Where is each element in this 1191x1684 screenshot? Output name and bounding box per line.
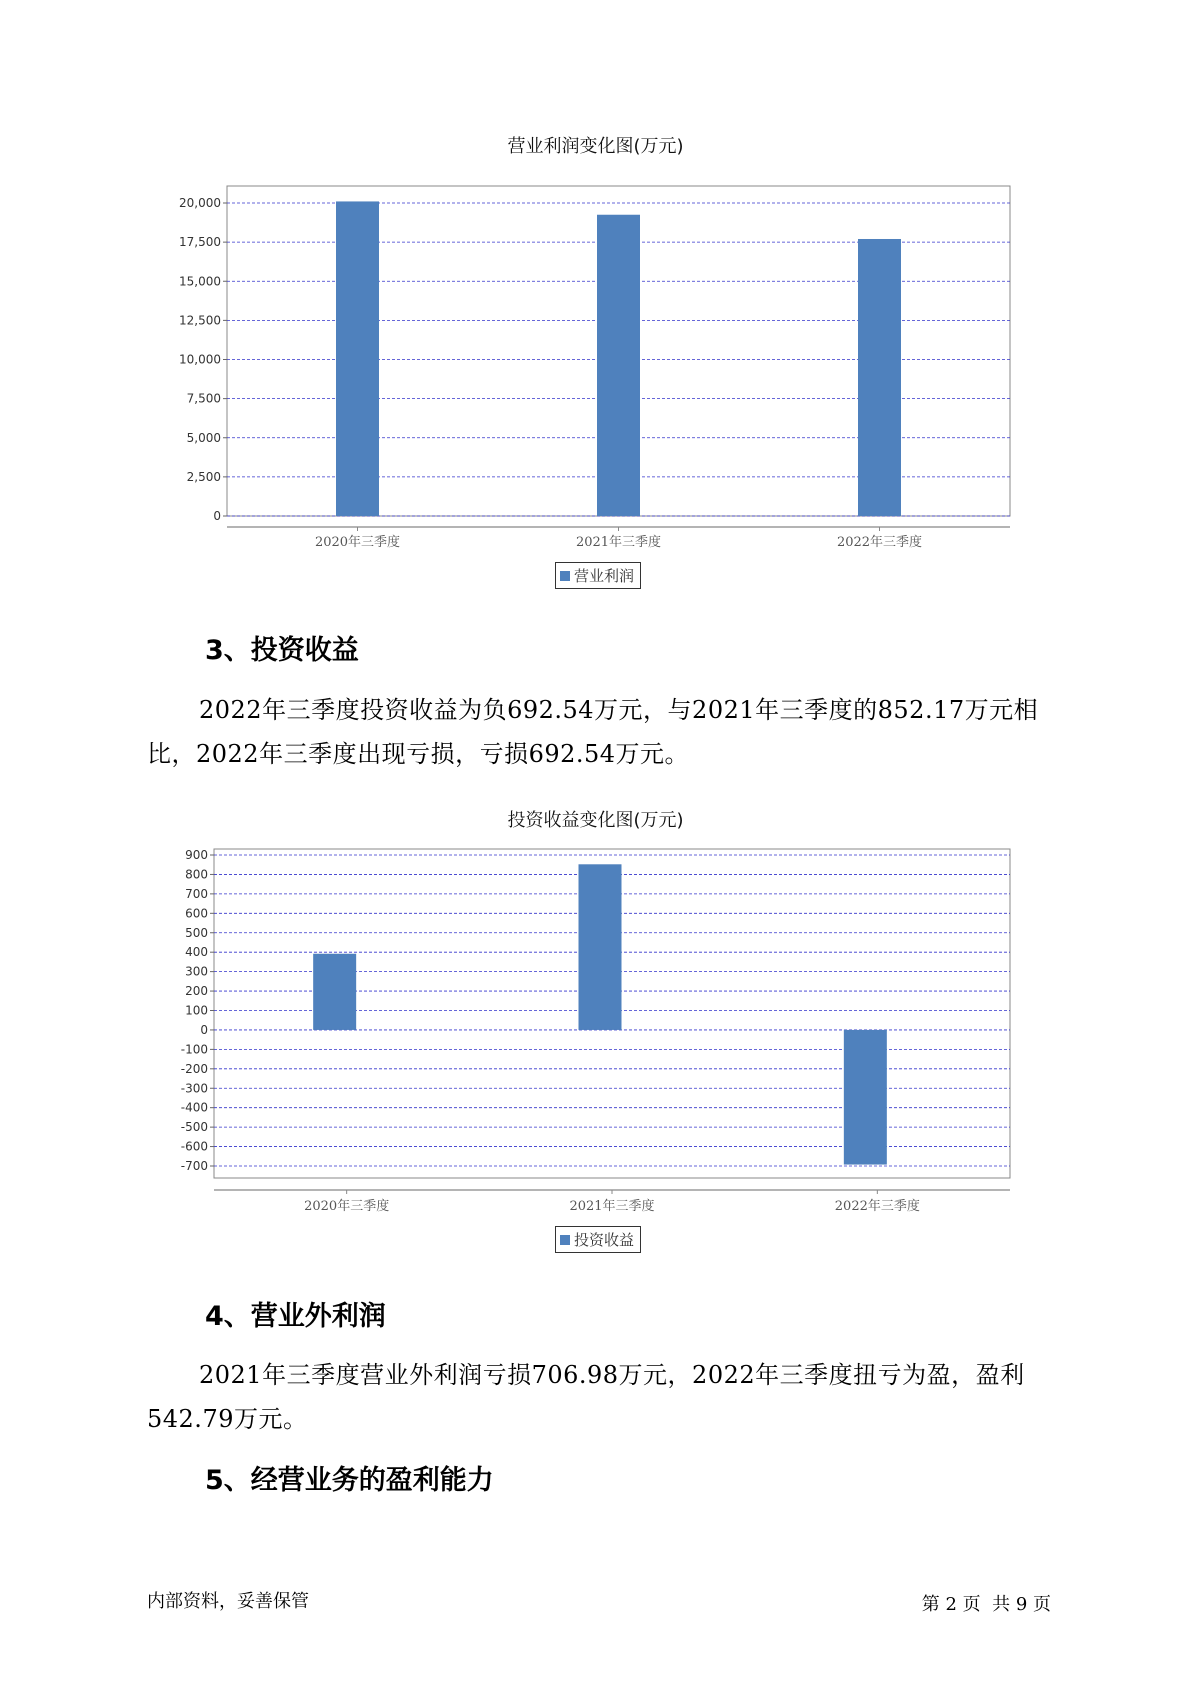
bar — [579, 864, 622, 1030]
y-tick-label: 400 — [185, 945, 208, 960]
y-tick-label: 0 — [200, 1022, 208, 1037]
y-tick-label: 7,500 — [186, 391, 221, 406]
bar — [844, 1030, 887, 1165]
y-tick-label: -300 — [180, 1081, 208, 1096]
chart1-legend-label: 营业利润 — [574, 567, 635, 585]
section4-paragraph: 2021年三季度营业外利润亏损706.98万元，2022年三季度扭亏为盈，盈利542.79万元。 — [147, 1361, 1025, 1433]
y-tick-label: 0 — [213, 509, 221, 523]
y-tick-label: 100 — [185, 1003, 208, 1018]
y-tick-label: 900 — [185, 848, 208, 862]
bar — [313, 954, 356, 1030]
x-tick-label: 2021年三季度 — [575, 535, 662, 550]
chart2-title: 投资收益变化图(万元) — [507, 810, 684, 831]
chart2-legend — [555, 1226, 641, 1253]
y-tick-label: -700 — [180, 1159, 208, 1173]
chart2-legend-label: 投资收益 — [574, 1231, 635, 1249]
x-tick-label: 2022年三季度 — [834, 1199, 920, 1214]
x-tick-label: 2021年三季度 — [569, 1199, 655, 1214]
y-tick-label: 2,500 — [186, 469, 221, 484]
footer-page-number: 第 2 页 共 9 页 — [921, 1594, 1051, 1615]
y-tick-label: 800 — [185, 867, 208, 882]
footer-confidential-note: 内部资料，妥善保管 — [147, 1591, 309, 1612]
y-tick-label: 15,000 — [179, 274, 221, 289]
x-tick-label: 2020年三季度 — [304, 1199, 390, 1214]
section3-paragraph: 2022年三季度投资收益为负692.54万元，与2021年三季度的852.17万元相比，2022年三季度出现亏损，亏损692.54万元。 — [147, 696, 1039, 768]
y-tick-label: -100 — [180, 1042, 208, 1057]
y-tick-label: 10,000 — [179, 352, 221, 367]
section3-heading: 3、投资收益 — [205, 635, 359, 666]
x-tick-label: 2022年三季度 — [836, 535, 923, 550]
y-tick-label: 5,000 — [186, 430, 221, 445]
chart1-title: 营业利润变化图(万元) — [507, 136, 684, 157]
y-tick-label: -400 — [180, 1100, 208, 1115]
y-tick-label: 200 — [185, 984, 208, 999]
y-tick-label: 12,500 — [179, 313, 221, 328]
y-tick-label: 700 — [185, 886, 208, 901]
y-tick-label: -500 — [180, 1120, 208, 1135]
section5-heading: 5、经营业务的盈利能力 — [205, 1465, 494, 1496]
y-tick-label: 20,000 — [179, 196, 221, 210]
y-tick-label: -200 — [180, 1061, 208, 1076]
y-tick-label: 17,500 — [179, 235, 221, 250]
y-tick-label: 300 — [185, 964, 208, 979]
section4-heading: 4、营业外利润 — [205, 1301, 386, 1332]
y-tick-label: -600 — [180, 1139, 208, 1154]
legend-swatch-icon — [560, 1235, 570, 1245]
x-tick-label: 2020年三季度 — [314, 535, 401, 550]
y-tick-label: 500 — [185, 925, 208, 940]
y-tick-label: 600 — [185, 906, 208, 921]
